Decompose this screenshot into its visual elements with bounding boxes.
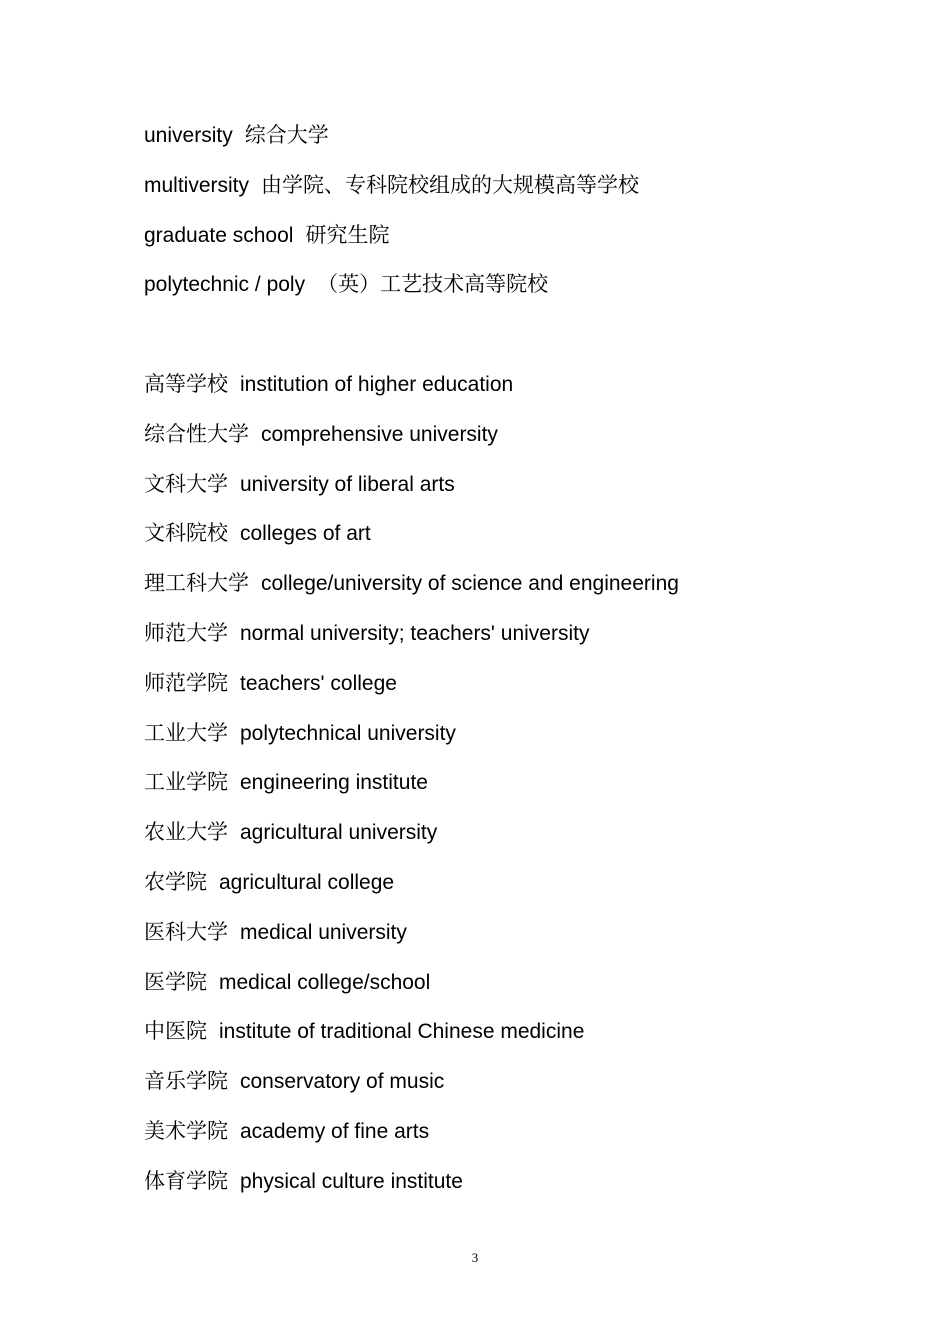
chinese-term: 美术学院 [144, 1118, 228, 1143]
chinese-term: 综合大学 [244, 123, 329, 147]
english-term: agricultural college [219, 870, 395, 894]
glossary-entry [144, 1066, 844, 1116]
english-term: medical college/school [219, 970, 431, 994]
chinese-term: 研究生院 [305, 222, 390, 247]
glossary-entry [144, 917, 844, 967]
english-term: medical university [240, 920, 407, 944]
glossary-entry [144, 967, 844, 1017]
glossary-entry [144, 1016, 844, 1066]
glossary-entry [144, 369, 844, 419]
english-term: university [144, 124, 233, 147]
english-term: institute of traditional Chinese medicine [219, 1020, 585, 1044]
glossary-entry [144, 220, 844, 270]
english-term: polytechnical university [240, 721, 456, 745]
english-term: teachers' college [240, 671, 397, 695]
english-term: institution of higher education [240, 372, 514, 396]
glossary-entry [144, 718, 844, 768]
section-spacer [144, 319, 844, 369]
chinese-term: 高等学校 [144, 371, 228, 396]
glossary-entry [144, 269, 844, 319]
chinese-term: 理工科大学 [144, 571, 249, 596]
chinese-term: 综合性大学 [144, 421, 249, 446]
english-term: comprehensive university [261, 422, 498, 446]
chinese-term: 音乐学院 [144, 1069, 228, 1094]
glossary-entry [144, 170, 844, 220]
glossary-entry [144, 817, 844, 867]
chinese-term: 文科大学 [144, 471, 228, 496]
english-term: normal university; teachers' university [240, 621, 590, 645]
glossary-entry [144, 568, 844, 618]
english-term: agricultural university [240, 821, 438, 845]
glossary-entry [144, 518, 844, 568]
english-term: academy of fine arts [240, 1119, 430, 1143]
english-term: university of liberal arts [240, 472, 455, 496]
english-term: physical culture institute [240, 1169, 463, 1193]
chinese-term: 医科大学 [144, 919, 228, 944]
chinese-term: 师范学院 [144, 670, 228, 695]
page-number: 3 [471, 1250, 479, 1265]
english-term: polytechnic / poly [144, 273, 306, 297]
english-term: graduate school [144, 223, 294, 247]
glossary-entry [144, 767, 844, 817]
glossary-entry [144, 867, 844, 917]
glossary-entry [144, 668, 844, 718]
glossary-entry [144, 419, 844, 469]
english-term: conservatory of music [240, 1070, 445, 1094]
glossary-entry [144, 1116, 844, 1166]
chinese-term: （英）工艺技术高等院校 [317, 272, 549, 297]
english-term: college/university of science and engineering [261, 572, 679, 596]
chinese-term: 农业大学 [144, 820, 228, 845]
english-term: engineering institute [240, 771, 428, 795]
chinese-term: 中医院 [144, 1019, 207, 1044]
chinese-term: 体育学院 [144, 1168, 228, 1193]
glossary-entry [144, 120, 844, 170]
chinese-term: 师范大学 [144, 620, 228, 645]
chinese-term: 工业学院 [144, 770, 228, 795]
chinese-term: 文科院校 [144, 521, 228, 546]
english-term: colleges of art [240, 522, 371, 546]
glossary-list [144, 120, 844, 1216]
chinese-term: 医学院 [144, 969, 207, 994]
chinese-term: 工业大学 [144, 720, 228, 745]
glossary-entry [144, 1166, 844, 1216]
chinese-term: 由学院、专科院校组成的大规模高等学校 [261, 172, 640, 197]
english-term: multiversity [144, 173, 250, 197]
glossary-entry [144, 469, 844, 519]
chinese-term: 农学院 [144, 869, 207, 894]
glossary-entry [144, 618, 844, 668]
